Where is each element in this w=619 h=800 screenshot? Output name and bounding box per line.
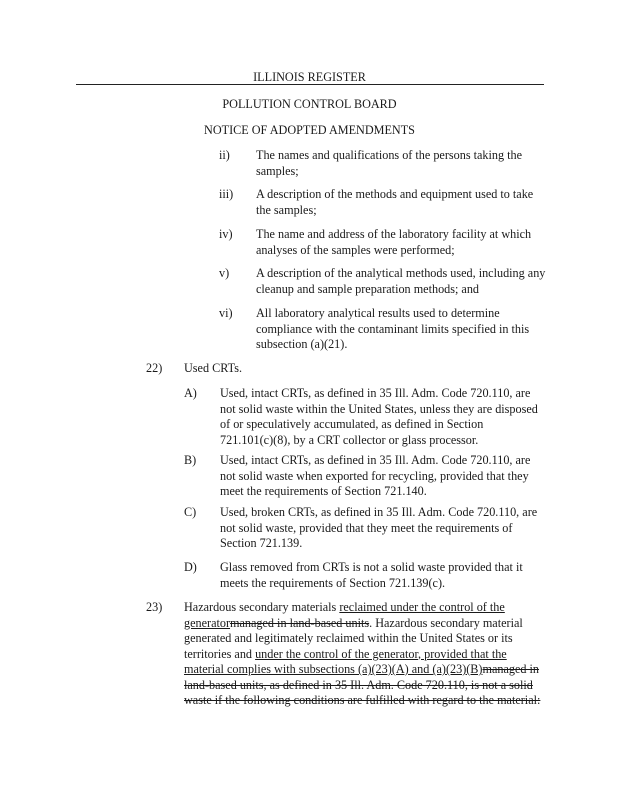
inserted-text: generator: [184, 615, 231, 630]
item-text: A description of the methods and equipment used to take the samples;: [256, 187, 534, 217]
deleted-text: managed in land-based units: [230, 615, 370, 630]
inserted-text: reclaimed under the control of the: [339, 600, 505, 614]
deleted-text: waste if the following conditions are fulfilled with regard to the material:: [184, 693, 541, 707]
item-text: The name and address of the laboratory facility at which analyses of the samples were performed;: [256, 227, 532, 257]
item-text: All laboratory analytical results used to determine compliance with the contaminant limits specified in this subsection (a)(21).: [256, 306, 530, 351]
item-title: Used CRTs.: [184, 361, 243, 375]
item-text: The names and qualifications of the persons taking the samples;: [256, 148, 523, 178]
board-title: POLLUTION CONTROL BOARD: [222, 97, 397, 111]
notice-title: NOTICE OF ADOPTED AMENDMENTS: [204, 123, 415, 137]
deleted-text: managed in: [482, 662, 540, 676]
item-number: A): [184, 386, 197, 400]
item-number: C): [184, 505, 197, 519]
item-text: A description of the analytical methods used, including any cleanup and sample preparation methods; and: [256, 266, 546, 296]
item-number: vi): [219, 306, 233, 320]
item-text: Used, broken CRTs, as defined in 35 Ill. Adm. Code 720.110, are not solid waste, provided that they meet the requirements of Section 721.139.: [220, 505, 538, 550]
item-number: iv): [219, 227, 233, 241]
item-text: Used, intact CRTs, as defined in 35 Ill. Adm. Code 720.110, are not solid waste within the United States, unless they are disposed of or speculatively accumulated, as defined in Section 721.101(c)(8), by a CRT collector or glass processor.: [220, 386, 538, 447]
item-text: Used, intact CRTs, as defined in 35 Ill. Adm. Code 720.110, are not solid waste when exported for recycling, provided that they meet the requirements of Section 721.140.: [220, 453, 531, 498]
item-number: ii): [219, 148, 230, 162]
item-number: iii): [219, 187, 234, 201]
item-text: Hazardous secondary materials reclaimed under the control of the generatormanaged in land-based units. Hazardous secondary material generated and legitimately reclaimed within the United States or its territories and under the control of the generator, provided that the material complies with subsections (a)(23)(A) and (a)(23)(B)managed in land-based units, as defined in 35 Ill. Adm. Code 720.110, is not a solid waste if the following conditions are fulfilled with regard to the material:: [184, 600, 541, 707]
deleted-text: land-based units, as defined in 35 Ill. Adm. Code 720.110, is not a solid: [184, 677, 533, 692]
inserted-text: material complies with subsections (a)(23)(A) and (a)(23)(B): [184, 662, 483, 676]
inserted-text: under the control of the generator, provided that the: [255, 646, 507, 661]
register-title: ILLINOIS REGISTER: [253, 70, 366, 84]
item-text: Glass removed from CRTs is not a solid waste provided that it meets the requirements of Section 721.139(c).: [220, 560, 523, 590]
item-number: 23): [146, 600, 163, 614]
item-number: D): [184, 560, 197, 574]
item-number: 22): [146, 361, 163, 375]
header-rule: [76, 84, 544, 85]
item-number: v): [219, 266, 230, 280]
item-number: B): [184, 453, 197, 467]
